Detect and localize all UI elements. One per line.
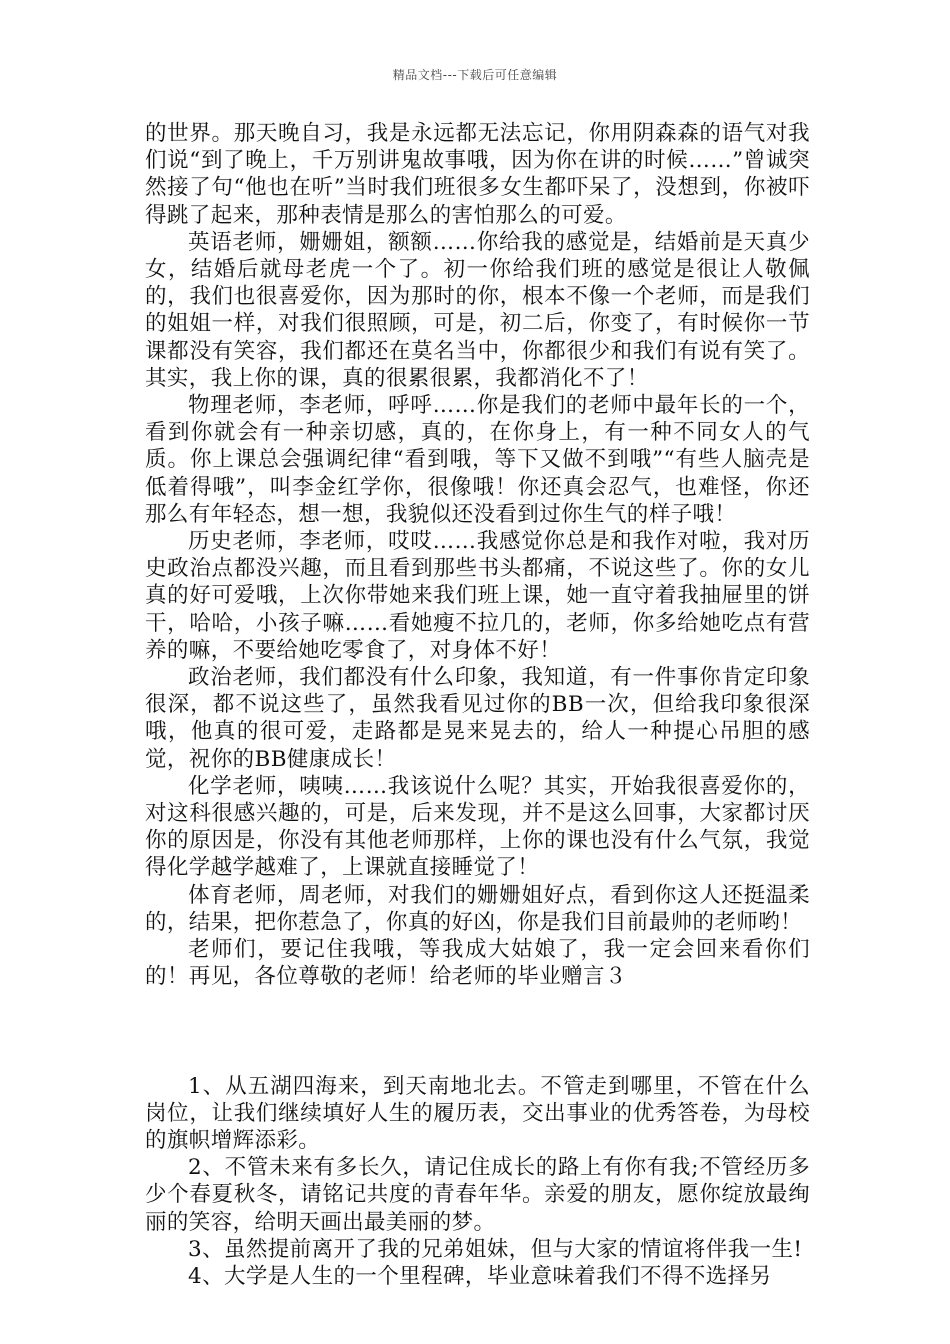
paragraph-history-teacher: 历史老师，李老师，哎哎……我感觉你总是和我作对啦，我对历史政治点都没兴趣，而且看到那些书头都痛，不说这些了。你的女儿真的好可爱哦，上次你带她来我们班上课，她一直守着我抽屉里的饼干，哈哈，小孩子嘛……看她瘦不拉几的，老师，你多给她吃点有营养的嘛，不要给她吃零食了，对身体不好！ (145, 529, 810, 663)
page-header: 精品文档---下载后可任意编辑 (392, 68, 558, 82)
message-item-2: 2、不管未来有多长久，请记住成长的路上有你有我;不管经历多少个春夏秋冬，请铭记共度的青春年华。亲爱的朋友，愿你绽放最绚丽的笑容，给明天画出最美丽的梦。 (145, 1155, 810, 1235)
message-item-3: 3、虽然提前离开了我的兄弟姐妹，但与大家的情谊将伴我一生! (188, 1236, 803, 1262)
message-item-1: 1、从五湖四海来，到天南地北去。不管走到哪里，不管在什么岗位，让我们继续填好人生的履历表，交出事业的优秀答卷，为母校的旗帜增辉添彩。 (145, 1073, 810, 1153)
paragraph-closing: 老师们，要记住我哦，等我成大姑娘了，我一定会回来看你们的！再见，各位尊敬的老师！给老师的毕业赠言３ (145, 937, 810, 990)
paragraph-politics-teacher: 政治老师，我们都没有什么印象，我知道，有一件事你肯定印象很深，都不说这些了，虽然我看见过你的BB一次，但给我印象很深哦，他真的很可爱，走路都是晃来晃去的，给人一种提心吊胆的感觉，祝你的BB健康成长！ (145, 665, 810, 772)
paragraph-english-teacher: 英语老师，姗姗姐，额额……你给我的感觉是，结婚前是天真少女，结婚后就母老虎一个了。初一你给我们班的感觉是很让人敬佩的，我们也很喜爱你，因为那时的你，根本不像一个老师，而是我们的姐姐一样，对我们很照顾，可是，初二后，你变了，有时候你一节课都没有笑容，我们都还在莫名当中，你都很少和我们有说有笑了。其实，我上你的课，真的很累很累，我都消化不了！ (145, 229, 810, 391)
message-item-4: 4、大学是人生的一个里程碑，毕业意味着我们不得不选择另 (188, 1263, 772, 1289)
section-gap (145, 991, 810, 1073)
paragraph-pe-teacher: 体育老师，周老师，对我们的姗姗姐好点，看到你这人还挺温柔的，结果，把你惹急了，你真的好凶，你是我们目前最帅的老师哟！ (145, 882, 810, 935)
document-body (145, 120, 810, 1290)
paragraph: 的世界。那天晚自习，我是永远都无法忘记，你用阴森森的语气对我们说“到了晚上，千万别讲鬼故事哦，因为你在讲的时候……”曾诚突然接了句“他也在听”当时我们班很多女生都吓呆了，没想到，你被吓得跳了起来，那种表情是那么的害怕那么的可爱。 (145, 121, 810, 228)
paragraph-chemistry-teacher: 化学老师，咦咦……我该说什么呢？其实，开始我很喜爱你的，对这科很感兴趣的，可是，后来发现，并不是这么回事，大家都讨厌你的原因是，你没有其他老师那样，上你的课也没有什么气氛，我觉得化学越学越难了，上课就直接睡觉了！ (145, 773, 810, 881)
paragraph-physics-teacher: 物理老师，李老师，呼呼……你是我们的老师中最年长的一个，看到你就会有一种亲切感，真的，在你身上，有一种不同女人的气质。你上课总会强调纪律“看到哦，等下又做不到哦”“有些人脑壳是低着得哦”，叫李金红学你，很像哦！你还真会忍气，也难怪，你还那么有年轻态，想一想，我貌似还没看到过你生气的样子哦！ (145, 393, 810, 527)
